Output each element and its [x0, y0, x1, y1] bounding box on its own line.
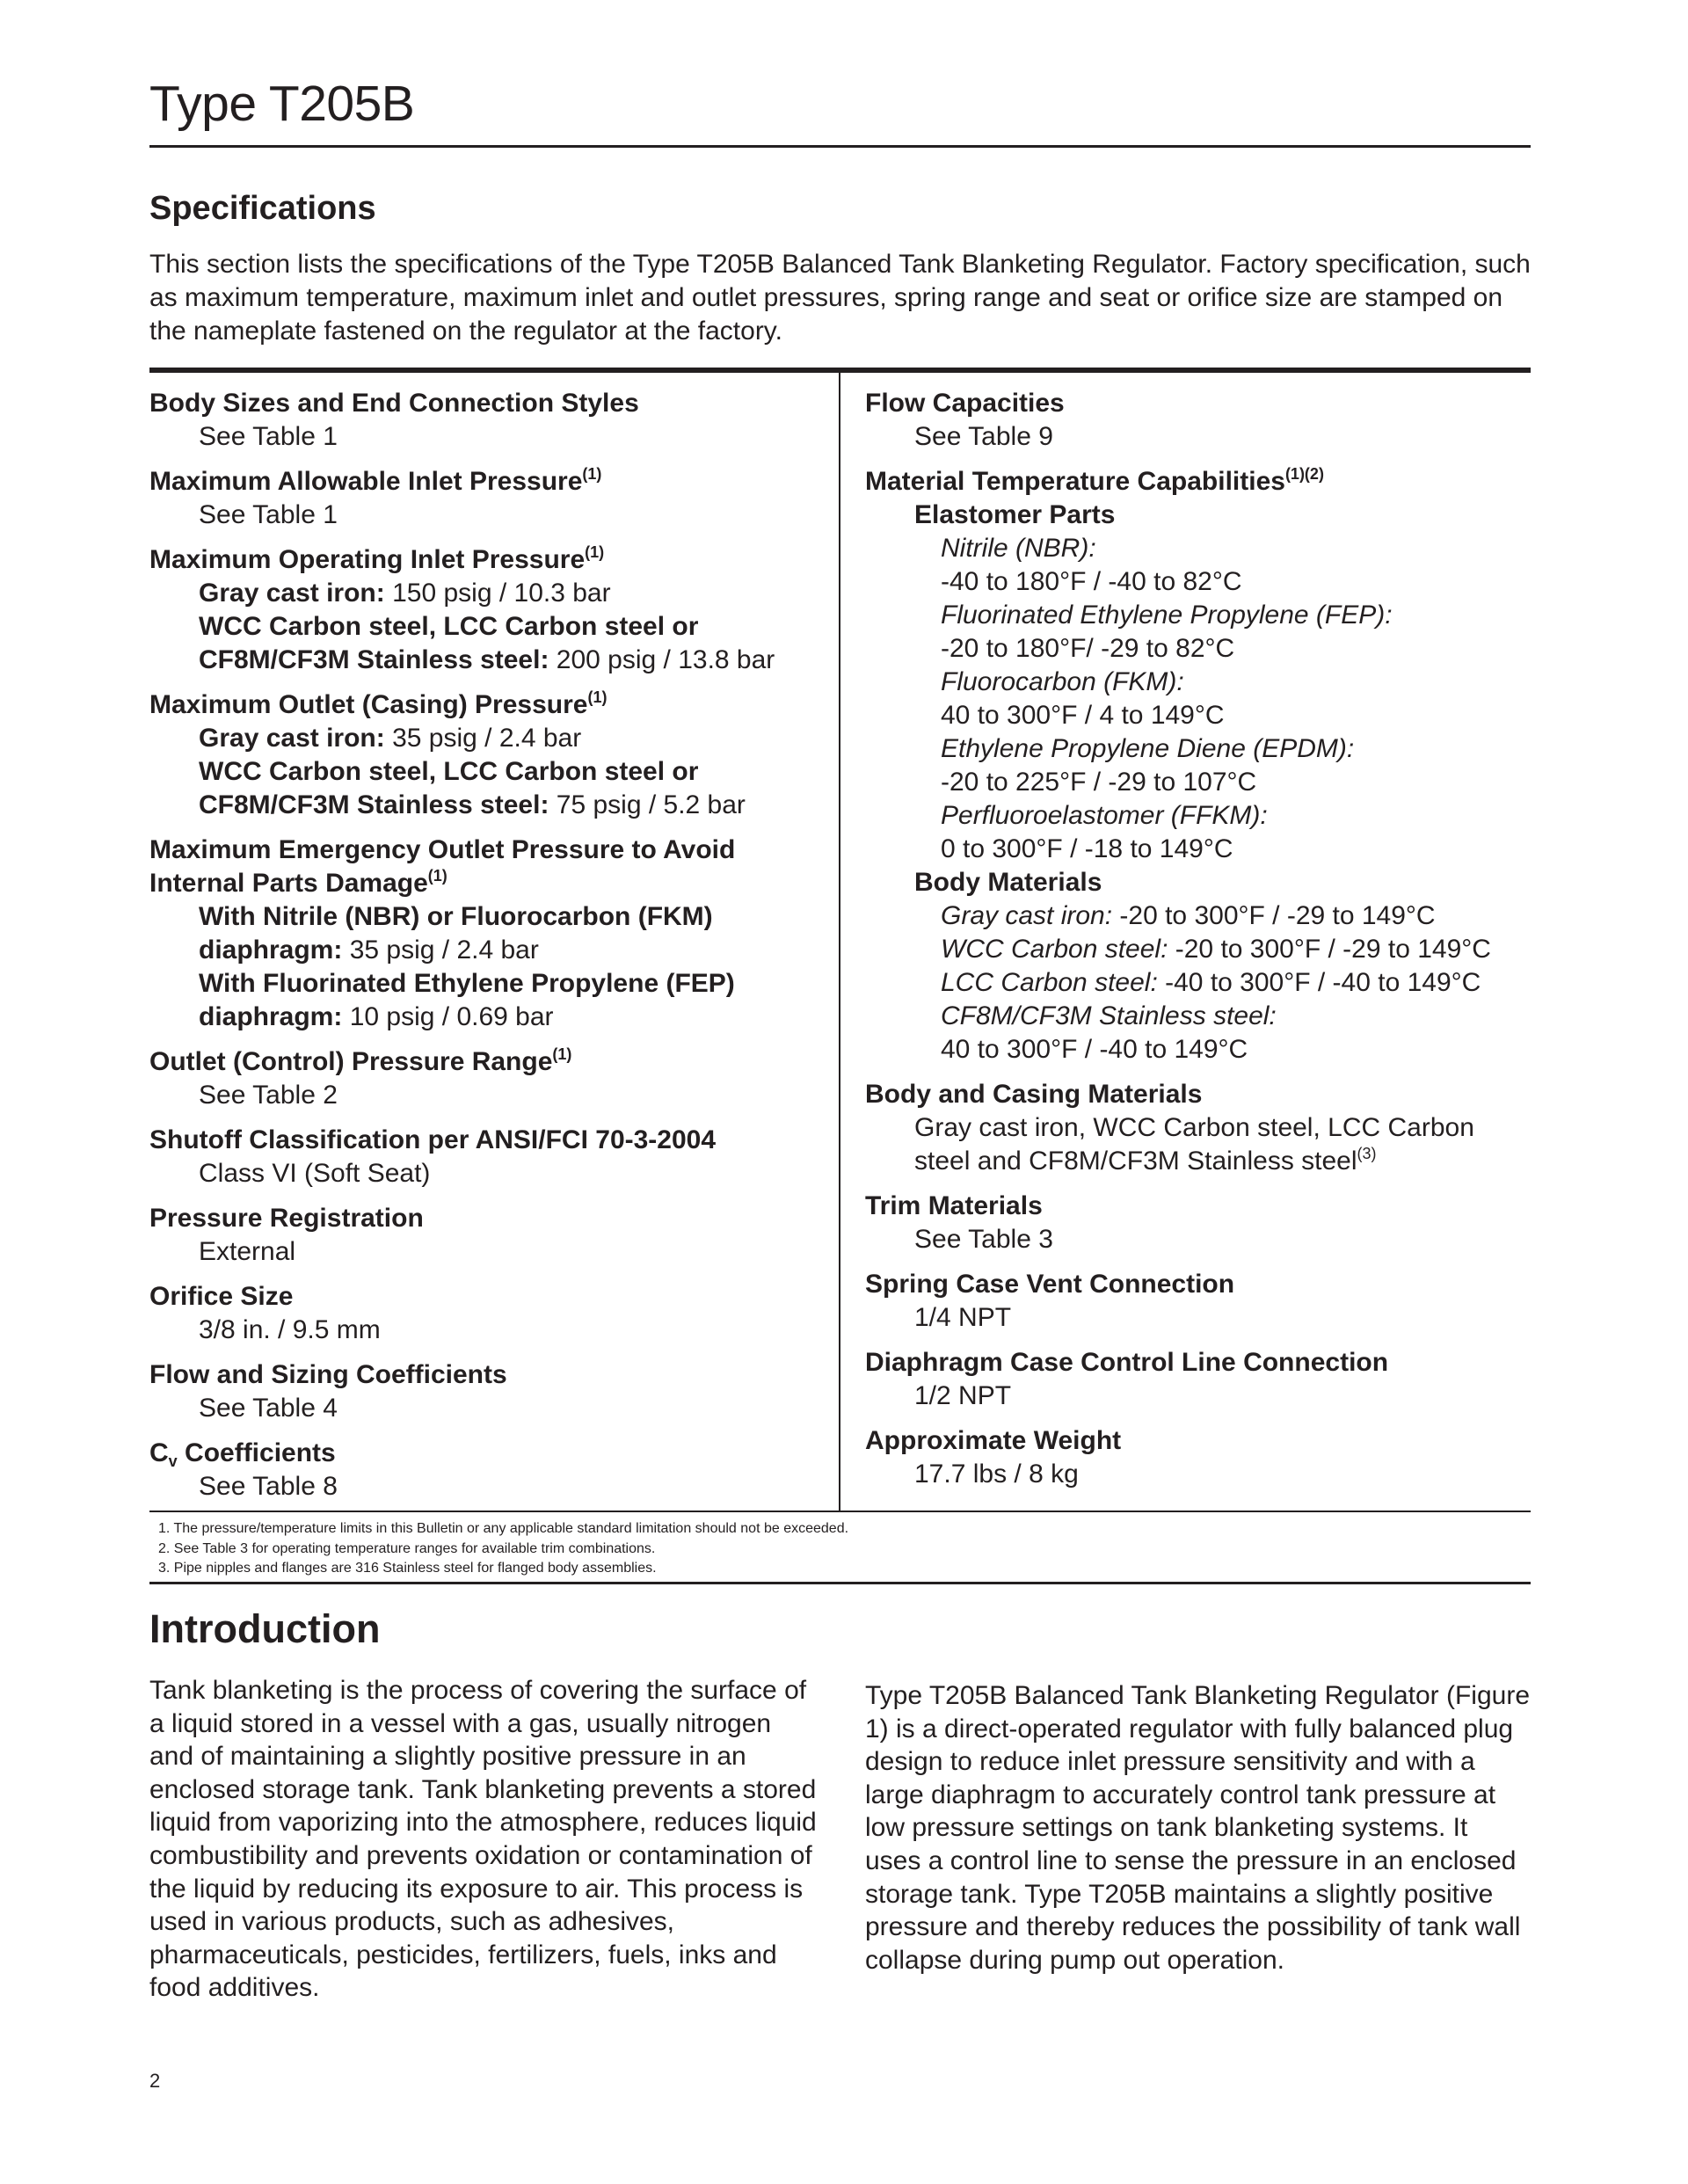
title-divider — [149, 145, 1531, 148]
spec-value: Class VI (Soft Seat) — [199, 1159, 431, 1188]
footnote-ref: (1) — [582, 465, 602, 483]
page-number: 2 — [149, 2070, 161, 2092]
spec-value-row — [149, 1001, 826, 1034]
diaphragm-type: With Nitrile (NBR) or Fluorocarbon (FKM) — [199, 902, 713, 931]
spec-value-row — [865, 1145, 1531, 1178]
spec-label: Trim Materials — [865, 1191, 1043, 1220]
spec-label-text: Maximum Outlet (Casing) Pressure — [149, 690, 588, 719]
spec-label — [149, 1045, 826, 1079]
material-name: Gray cast iron: — [199, 579, 385, 608]
spec-label: Body and Casing Materials — [865, 1080, 1203, 1109]
spec-body-casing-materials — [865, 1078, 1531, 1178]
spec-pressure-registration — [149, 1202, 826, 1269]
footnote: 3. Pipe nipples and flanges are 316 Stainless steel for flanged body assemblies. — [158, 1561, 657, 1576]
footnote-ref: (1) — [427, 867, 447, 885]
elastomer-name: Fluorocarbon (FKM): — [941, 667, 1184, 696]
spec-value-row — [149, 577, 826, 610]
spec-value: 17.7 lbs / 8 kg — [914, 1460, 1079, 1489]
spec-label: Flow and Sizing Coefficients — [149, 1360, 507, 1389]
material-name: WCC Carbon steel, LCC Carbon steel or — [199, 757, 699, 786]
footnote-ref: (1) — [587, 688, 608, 706]
spec-value: 3/8 in. / 9.5 mm — [199, 1315, 381, 1344]
elastomer-name: Fluorinated Ethylene Propylene (FEP): — [941, 601, 1393, 630]
body-material-range: -20 to 300°F / -29 to 149°C — [1112, 901, 1436, 930]
body-material-name: LCC Carbon steel: — [941, 968, 1158, 997]
spec-label — [149, 867, 826, 900]
spec-value: See Table 8 — [199, 1472, 338, 1501]
spec-label: Spring Case Vent Connection — [865, 1270, 1235, 1299]
spec-value: See Table 3 — [914, 1225, 1053, 1254]
introduction-right-paragraph: Type T205B Balanced Tank Blanketing Regulator (Figure 1) is a direct-operated regulator with fully balanced plug design to reduce inlet pressure sensitivity and with a large diaphragm to accurately control tank pressure at low pressure settings on tank blanketing systems. It uses a control line to sense the pressure in an enclosed storage tank. Type T205B maintains a slightly positive pressure and thereby reduces the possibility of tank wall collapse during pump out operation. — [865, 1681, 1531, 1975]
body-material-name: WCC Carbon steel: — [941, 935, 1168, 964]
elastomer-range: -20 to 180°F/ -29 to 82°C — [941, 634, 1235, 663]
spec-label — [149, 465, 826, 499]
material-name: CF8M/CF3M Stainless steel: — [199, 790, 549, 819]
spec-label-text: Material Temperature Capabilities — [865, 467, 1285, 496]
page-title: Type T205B — [149, 76, 415, 132]
spec-label: Pressure Registration — [149, 1204, 424, 1233]
introduction-left-paragraph: Tank blanketing is the process of covering the surface of a liquid stored in a vessel with a gas, usually nitrogen and of maintaining a slightly positive pressure in an enclosed storage tank. Tank blanketing prevents a stored liquid from vaporizing into the atmosphere, reduces liquid combustibility and prevents oxidation or contamination of the liquid by reducing its exposure to air. This process is used in various products, such as adhesives, pharmaceuticals, pesticides, fertilizers, fuels, inks and food additives. — [149, 1676, 817, 2003]
spec-label — [149, 1437, 826, 1470]
body-material-row — [865, 933, 1531, 966]
spec-max-outlet-casing — [149, 688, 826, 822]
spec-table-column-divider — [839, 373, 840, 1511]
spec-value-row — [149, 789, 826, 822]
spec-label: Diaphragm Case Control Line Connection — [865, 1348, 1389, 1377]
elastomer-range: 0 to 300°F / -18 to 149°C — [941, 834, 1233, 863]
elastomer-name: Perfluoroelastomer (FFKM): — [941, 801, 1268, 830]
material-value: 200 psig / 13.8 bar — [549, 645, 775, 674]
spec-outlet-control-range — [149, 1045, 826, 1112]
spec-spring-case-vent — [865, 1268, 1531, 1335]
spec-label: Orifice Size — [149, 1282, 294, 1311]
spec-label — [149, 543, 826, 577]
spec-value: See Table 9 — [914, 422, 1053, 451]
spec-left-column — [149, 387, 826, 1515]
body-material-row — [865, 966, 1531, 1000]
body-material-range: 40 to 300°F / -40 to 149°C — [941, 1035, 1248, 1064]
footnote-ref: (1) — [552, 1045, 572, 1063]
footnote-bottom-rule — [149, 1582, 1531, 1584]
spec-max-emergency-outlet — [149, 834, 826, 1034]
elastomer-range: -40 to 180°F / -40 to 82°C — [941, 567, 1242, 596]
body-material-name: CF8M/CF3M Stainless steel: — [941, 1001, 1277, 1030]
spec-value: Gray cast iron, WCC Carbon steel, LCC Carbon — [914, 1113, 1474, 1142]
elastomer-range: 40 to 300°F / 4 to 149°C — [941, 701, 1225, 730]
spec-label-text: Maximum Operating Inlet Pressure — [149, 545, 586, 574]
diaphragm-value: 35 psig / 2.4 bar — [342, 935, 539, 965]
spec-footnotes — [158, 1519, 1531, 1579]
spec-max-allowable-inlet — [149, 465, 826, 532]
elastomer-range: -20 to 225°F / -29 to 107°C — [941, 768, 1257, 797]
spec-trim-materials — [865, 1190, 1531, 1256]
footnote: 2. See Table 3 for operating temperature ranges for available trim combinations. — [158, 1540, 656, 1556]
specifications-heading: Specifications — [149, 190, 376, 227]
introduction-heading: Introduction — [149, 1606, 381, 1651]
material-name: CF8M/CF3M Stainless steel: — [199, 645, 549, 674]
material-value: 75 psig / 5.2 bar — [549, 790, 746, 819]
material-name: WCC Carbon steel, LCC Carbon steel or — [199, 612, 699, 641]
spec-value: steel and CF8M/CF3M Stainless steel — [914, 1147, 1357, 1176]
spec-flow-capacities — [865, 387, 1531, 454]
spec-label: Body Sizes and End Connection Styles — [149, 389, 639, 418]
body-material-name: Gray cast iron: — [941, 901, 1113, 930]
spec-value: See Table 4 — [199, 1394, 338, 1423]
spec-value-row — [149, 644, 826, 677]
spec-value: See Table 1 — [199, 500, 338, 529]
spec-max-operating-inlet — [149, 543, 826, 677]
spec-label-text: Outlet (Control) Pressure Range — [149, 1047, 553, 1076]
spec-label: Shutoff Classification per ANSI/FCI 70-3-2004 — [149, 1125, 717, 1154]
spec-label: Maximum Emergency Outlet Pressure to Avoid — [149, 835, 736, 864]
spec-cv-coefficients — [149, 1437, 826, 1503]
footnote-ref: (3) — [1357, 1145, 1377, 1162]
spec-shutoff-classification — [149, 1124, 826, 1190]
body-material-range: -20 to 300°F / -29 to 149°C — [1168, 935, 1491, 964]
spec-diaphragm-control-line — [865, 1346, 1531, 1413]
body-material-range: -40 to 300°F / -40 to 149°C — [1157, 968, 1481, 997]
spec-label-text: Internal Parts Damage — [149, 869, 428, 898]
spec-value: 1/2 NPT — [914, 1381, 1012, 1410]
body-materials-heading: Body Materials — [914, 868, 1102, 897]
material-value: 150 psig / 10.3 bar — [384, 579, 611, 608]
elastomer-parts-heading: Elastomer Parts — [914, 500, 1116, 529]
diaphragm-value: 10 psig / 0.69 bar — [342, 1002, 554, 1031]
diaphragm-label: diaphragm: — [199, 935, 343, 965]
footnote-ref: (1) — [585, 543, 605, 561]
spec-label — [865, 465, 1531, 499]
spec-approximate-weight — [865, 1424, 1531, 1491]
spec-value: See Table 1 — [199, 422, 338, 451]
cv-subscript: v — [168, 1452, 178, 1470]
diaphragm-type: With Fluorinated Ethylene Propylene (FEP) — [199, 969, 735, 998]
footnote: 1. The pressure/temperature limits in this Bulletin or any applicable standard limitation should not be exceeded. — [158, 1521, 849, 1536]
spec-flow-sizing — [149, 1358, 826, 1425]
specifications-intro: This section lists the specifications of the Type T205B Balanced Tank Blanketing Regulator. Factory specification, such as maximum temperature, maximum inlet and outlet pressures, spring range and seat or orifice size are stamped on the nameplate fastened on the regulator at the factory. — [149, 250, 1531, 346]
elastomer-name: Ethylene Propylene Diene (EPDM): — [941, 734, 1355, 763]
spec-material-temperature — [865, 465, 1531, 1067]
elastomer-name: Nitrile (NBR): — [941, 534, 1096, 563]
diaphragm-label: diaphragm: — [199, 1002, 343, 1031]
material-name: Gray cast iron: — [199, 724, 385, 753]
spec-label: Approximate Weight — [865, 1426, 1122, 1455]
spec-value: External — [199, 1237, 296, 1266]
cv-c: C — [149, 1438, 169, 1467]
spec-label: Flow Capacities — [865, 389, 1065, 418]
spec-value-row — [149, 934, 826, 967]
spec-value-row — [149, 722, 826, 755]
material-value: 35 psig / 2.4 bar — [384, 724, 582, 753]
spec-orifice-size — [149, 1280, 826, 1347]
spec-value: See Table 2 — [199, 1081, 338, 1110]
body-material-row — [865, 899, 1531, 933]
spec-label — [149, 688, 826, 722]
spec-table-bottom-rule — [149, 1511, 1531, 1512]
footnote-ref: (1)(2) — [1284, 465, 1324, 483]
spec-body-sizes — [149, 387, 826, 454]
spec-right-column — [865, 387, 1531, 1503]
spec-label-text: Maximum Allowable Inlet Pressure — [149, 467, 583, 496]
spec-value: 1/4 NPT — [914, 1303, 1012, 1332]
cv-rest: Coefficients — [177, 1438, 336, 1467]
